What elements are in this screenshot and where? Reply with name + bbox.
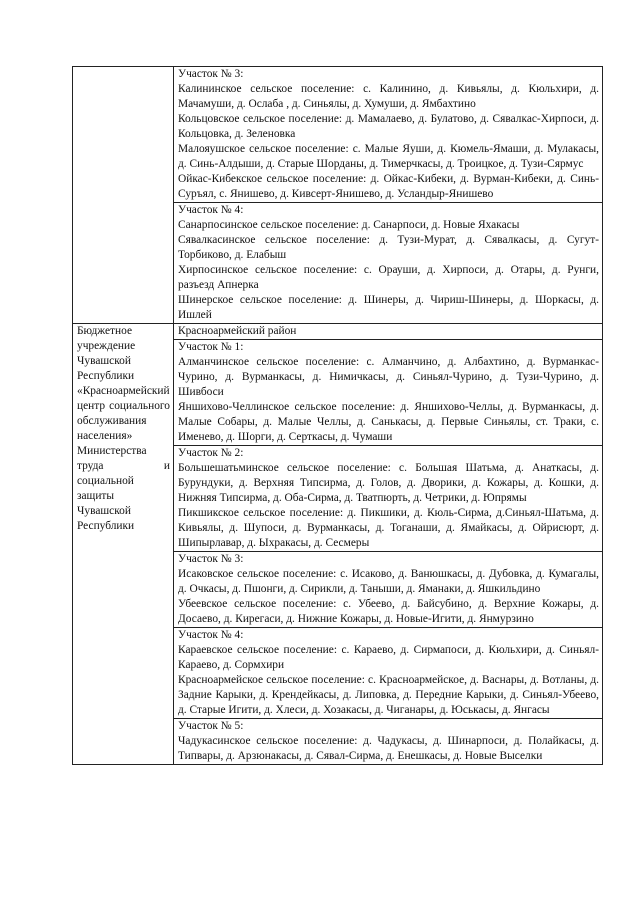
- district-name: Красноармейский район: [174, 324, 603, 340]
- section-cell: [174, 67, 603, 203]
- settlement-text: Красноармейское сельское поселение: с. Красноармейское, д. Васнары, д. Вотланы, д. Задние Карыки, д. Крендейкасы, д. Липовка, д. Передние Карыки, д. Синьял-Убеево, д. Старые Игити, д. Хлеси, д. Хозакасы, д. Чиганары, д. Юськасы, д. Янгасы: [178, 674, 599, 716]
- section-title: Участок № 4:: [178, 629, 244, 641]
- settlement-text: Алманчинское сельское поселение: с. Алманчино, д. Албахтино, д. Вурманкас-Чурино, д. Вурманкасы, д. Нимичкасы, д. Синьял-Чурино, д. Тузи-Чурино, д. Шивбоси: [178, 356, 599, 398]
- section-title: Участок № 2:: [178, 447, 244, 459]
- section-cell: [174, 203, 603, 324]
- settlement-text: Исаковское сельское поселение: с. Исаково, д. Ванюшкасы, д. Дубовка, д. Кумагалы, д. Очкасы, д. Пшонги, д. Сирикли, д. Таныши, д. Яманаки, д. Яшкильдино: [178, 568, 599, 595]
- section-cell: [174, 552, 603, 628]
- settlement-text: Малояушское сельское поселение: с. Малые Яуши, д. Кюмель-Ямаши, д. Мулакасы, д. Синь-Алдыши, д. Старые Шорданы, д. Тимерчкасы, д. Троицкое, д. Тузи-Сярмус: [178, 143, 599, 170]
- settlement-text: Санарпосинское сельское поселение: д. Санарпоси, д. Новые Яхакасы: [178, 219, 520, 231]
- section-title: Участок № 3:: [178, 68, 244, 80]
- left-cell-empty: [73, 67, 174, 324]
- settlement-text: Сявалкасинское сельское поселение: д. Тузи-Мурат, д. Сявалкасы, д. Сугут-Торбиково, д. Елабыш: [178, 234, 599, 261]
- section-cell: [174, 719, 603, 765]
- section-cell: [174, 446, 603, 552]
- settlement-text: Пикшикское сельское поселение: д. Пикшики, д. Кюль-Сирма, д.Синьял-Шатьма, д. Кивьялы, д. Шупоси, д. Вурманкасы, д. Тоганаши, д. Ямайкасы, д. Ойрисюрт, д. Шипырлавар, д. Ыхракасы, д. Сесмеры: [178, 507, 599, 549]
- settlement-text: Калининское сельское поселение: с. Калинино, д. Кивьялы, д. Кюльхири, д. Мачамуши, д. Ослаба , д. Синьялы, д. Хумуши, д. Ямбахтино: [178, 83, 599, 110]
- settlement-text: Хирпосинское сельское поселение: с. Орауши, д. Хирпоси, д. Отары, д. Рунги, разъезд Апнерка: [178, 264, 599, 291]
- settlement-text: Чадукасинское сельское поселение: д. Чадукасы, д. Шинарпоси, д. Полайкасы, д. Типвары, д. Арзюнакасы, д. Сявал-Сирма, д. Енешкасы, д. Новые Выселки: [178, 735, 599, 762]
- table-row: [73, 324, 603, 340]
- section-title: Участок № 1:: [178, 341, 244, 353]
- settlement-text: Убеевское сельское поселение: с. Убеево, д. Байсубино, д. Верхние Кожары, д. Досаево, д. Кирегаси, д. Нижние Кожары, д. Новые-Игити, д. Янмурзино: [178, 598, 599, 625]
- table-row: [73, 67, 603, 203]
- section-title: Участок № 3:: [178, 553, 244, 565]
- settlement-text: Шинерское сельское поселение: д. Шинеры, д. Чириш-Шинеры, д. Шоркасы, д. Ишлей: [178, 294, 599, 321]
- settlement-text: Кольцовское сельское поселение: д. Мамалаево, д. Булатово, д. Сявалкас-Хирпоси, д. Кольцовка, д. Зеленовка: [178, 113, 599, 140]
- section-title: Участок № 4:: [178, 204, 244, 216]
- settlement-text: Ойкас-Кибекское сельское поселение: д. Ойкас-Кибеки, д. Вурман-Кибеки, д. Синь-Суръял, с. Янишево, д. Кивсерт-Янишево, д. Усландыр-Янишево: [178, 173, 599, 200]
- settlement-text: Караевское сельское поселение: с. Караево, д. Сирмапоси, д. Кюльхири, д. Синьял-Караево, д. Сормхири: [178, 644, 599, 671]
- section-cell: [174, 628, 603, 719]
- settlement-text: Большешатьминское сельское поселение: с. Большая Шатьма, д. Анаткасы, д. Бурундуки, д. Верхняя Типсирма, д. Голов, д. Дворики, д. Кожары, д. Кошки, д. Нижняя Типсирма, д. Оба-Сирма, д. Тватпюрть, д. Четрики, д. Юпрямы: [178, 462, 599, 504]
- section-title: Участок № 5:: [178, 720, 244, 732]
- organization-name: Бюджетное учреждение Чувашской Республики «Красноармейский центр социального обслуживания населения» Министерства труда и социальной защиты Чувашской Республики: [73, 324, 174, 765]
- districts-table: [72, 66, 603, 765]
- settlement-text: Яншихово-Челлинское сельское поселение: д. Яншихово-Челлы, д. Вурманкасы, д. Малые Собары, д. Малые Челлы, д. Санькасы, д. Первые Синьялы, ст. Траки, с. Именево, д. Шорги, д. Серткасы, д. Чумаши: [178, 401, 599, 443]
- section-cell: [174, 340, 603, 446]
